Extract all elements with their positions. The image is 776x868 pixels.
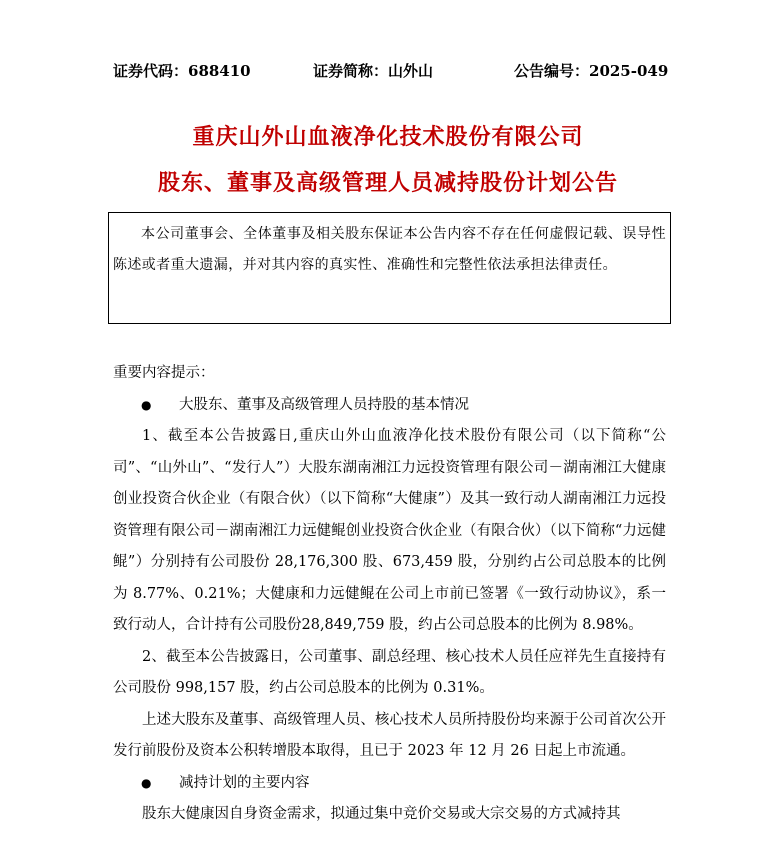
- bullet-item: [113, 390, 666, 422]
- paragraph: 1、截至本公告披露日,重庆山外山血液净化技术股份有限公司（以下简称“公司”、“山外山”、“发行人”）大股东湖南湘江力远投资管理有限公司－湖南湘江大健康创业投资合伙企业（有限合伙）（以下简称“大健康”）及其一致行动人湖南湘江力远投资管理有限公司－湖南湘江力远健鲲创业投资合伙企业（有限合伙）（以下简称“力远健鲲”）分别持有公司股份 28,176,300 股、673,459 股，分别约占公司总股本的比例为 8.77%、0.21%；大健康和力远健鲲在公司上市前已签署《一致行动协议》，系一致行动人，合计持有公司股份28,849,759 股，约占公司总股本的比例为 8.98%。: [113, 428, 666, 633]
- bullet-dot-icon: ●: [141, 775, 152, 790]
- bullet-dot-icon: ●: [141, 397, 152, 412]
- disclaimer-box: [108, 212, 671, 324]
- bullet-text: 大股东、董事及高级管理人员持股的基本情况: [179, 396, 469, 413]
- key-points-heading: 重要内容提示：: [113, 365, 215, 381]
- disclaimer-text: 本公司董事会、全体董事及相关股东保证本公告内容不存在任何虚假记载、误导性陈述或者重大遗漏，并对其内容的真实性、准确性和完整性依法承担法律责任。: [113, 226, 666, 273]
- bullet-text: 减持计划的主要内容: [179, 774, 310, 791]
- stock-abbreviation: 证券简称：山外山: [313, 62, 434, 80]
- bullet-item: [113, 768, 666, 800]
- announcement-body: [113, 358, 666, 831]
- announcement-number: 公告编号：2025-049: [514, 62, 669, 80]
- paragraph: 股东大健康因自身资金需求，拟通过集中竞价交易或大宗交易的方式减持其: [142, 806, 621, 822]
- paragraph: 2、截至本公告披露日，公司董事、副总经理、核心技术人员任应祥先生直接持有公司股份 998,157 股，约占公司总股本的比例为 0.31%。: [113, 648, 666, 696]
- announcement-title: 股东、董事及高级管理人员减持股份计划公告: [157, 170, 618, 196]
- company-title: 重庆山外山血液净化技术股份有限公司: [192, 124, 584, 150]
- paragraph: 上述大股东及董事、高级管理人员、核心技术人员所持股份均来源于公司首次公开发行前股份及资本公积转增股本取得，且已于 2023 年 12 月 26 日起上市流通。: [113, 711, 666, 759]
- announcement-header: [113, 60, 673, 84]
- stock-code: 证券代码：688410: [113, 62, 251, 80]
